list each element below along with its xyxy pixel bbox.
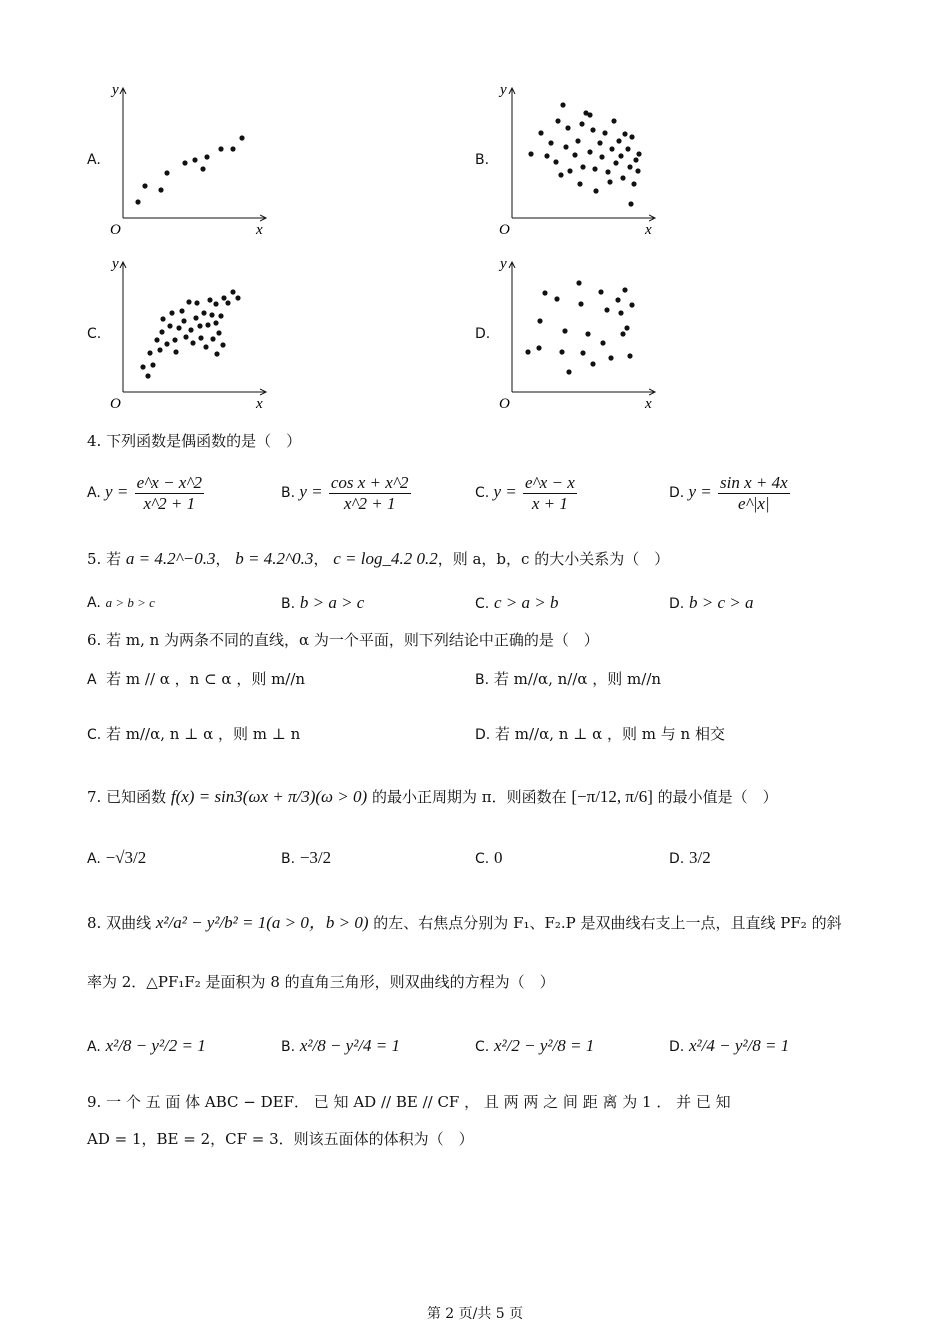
dots-a-dot — [158, 187, 163, 192]
dots-b-dot — [555, 118, 560, 123]
graph-b-points — [528, 102, 641, 206]
q5-option-c-label: C. — [475, 596, 490, 612]
q5-stem: 5. 若 a = 4.2^−0.3， b = 4.2^0.3， c = log_4.2 0.2，则 a，b，c 的大小关系为（ ） — [87, 549, 670, 568]
dots-c-dot — [181, 318, 186, 323]
q4-option-b-lhs: y = — [299, 481, 323, 501]
dots-b-dot — [611, 118, 616, 123]
dots-d-dot — [620, 331, 625, 336]
dots-c-dot — [164, 341, 169, 346]
dots-b-dot — [567, 168, 572, 173]
q5-option-a[interactable] — [87, 593, 155, 611]
dots-a-dot — [218, 146, 223, 151]
q8-option-d-label: D. — [669, 1039, 685, 1055]
dots-d-dot — [622, 287, 627, 292]
dots-c-dot — [207, 297, 212, 302]
q6-option-a-label: A — [87, 672, 97, 688]
q8-stem-line1 — [87, 908, 842, 933]
dots-b-dot — [548, 140, 553, 145]
dots-c-dot — [216, 330, 221, 335]
dots-a-dot — [164, 170, 169, 175]
scatter-plots — [0, 0, 950, 420]
graph-b-label: B. — [475, 152, 490, 168]
dots-b-dot — [616, 138, 621, 143]
dots-a-dot — [239, 135, 244, 140]
q8-option-b-label: B. — [281, 1039, 296, 1055]
q7-stem-prefix: 7. 已知函数 — [87, 788, 167, 806]
dots-b-dot — [597, 140, 602, 145]
graph-c-x: x — [256, 396, 263, 412]
q6-option-b-text: 若 m//α, n//α ，则 m//n — [493, 670, 662, 688]
q4-option-d-label: D. — [669, 484, 685, 501]
dots-b-dot — [580, 164, 585, 169]
dots-b-dot — [563, 144, 568, 149]
q6-option-a-text: 若 m // α ，n ⊂ α ，则 m//n — [106, 670, 306, 688]
dots-b-dot — [622, 131, 627, 136]
q8-option-a-text: x²/8 − y²/2 = 1 — [105, 1036, 206, 1055]
dots-a-dot — [204, 154, 209, 159]
dots-d-dot — [576, 280, 581, 285]
dots-c-dot — [183, 334, 188, 339]
q4-option-a-den: x^2 + 1 — [143, 493, 196, 513]
q7-option-c-label: C. — [475, 851, 490, 867]
q8-option-c[interactable] — [475, 1036, 594, 1056]
q6-option-a[interactable] — [87, 668, 305, 689]
dots-b-dot — [599, 154, 604, 159]
q7-option-a-label: A. — [87, 851, 101, 867]
dots-c-dot — [157, 347, 162, 352]
dots-b-dot — [590, 127, 595, 132]
dots-b-dot — [592, 166, 597, 171]
q4-option-a-num: e^x − x^2 — [136, 473, 203, 492]
dots-c-dot — [213, 320, 218, 325]
graph-d-points — [525, 280, 634, 374]
q4-option-c-lhs: y = — [493, 481, 517, 501]
q5-option-a-text: a > b > c — [105, 595, 155, 610]
q7-option-c[interactable] — [475, 848, 503, 868]
dots-c-dot — [197, 323, 202, 328]
q6-option-d-label: D. — [475, 727, 491, 743]
q4-stem: 4. 下列函数是偶函数的是（ ） — [87, 432, 302, 450]
dots-b-dot — [572, 152, 577, 157]
q9-line2: AD = 1，BE = 2，CF = 3．则该五面体的体积为（ ） — [87, 1130, 474, 1148]
dots-b-dot — [605, 169, 610, 174]
graph-a-y: y — [112, 82, 119, 98]
graph-d-y: y — [500, 256, 507, 272]
graph-d-label: D. — [475, 326, 491, 342]
q4-option-d[interactable] — [669, 473, 792, 513]
dots-d-dot — [542, 290, 547, 295]
dots-c-dot — [198, 335, 203, 340]
dots-d-dot — [624, 325, 629, 330]
dots-d-dot — [566, 369, 571, 374]
q4-option-b-label: B. — [281, 484, 296, 501]
q4-option-b-den: x^2 + 1 — [343, 493, 396, 513]
dots-c-dot — [221, 295, 226, 300]
q5-stem-prefix: 5. 若 — [87, 550, 122, 568]
page-footer: 第 2 页/共 5 页 — [426, 1306, 524, 1322]
q5-option-c[interactable] — [475, 593, 559, 613]
dots-c-dot — [145, 373, 150, 378]
q8-stem-prefix: 8. 双曲线 — [87, 914, 152, 932]
dots-b-dot — [544, 153, 549, 158]
graph-d-axes — [498, 256, 655, 412]
dots-a-dot — [142, 183, 147, 188]
dots-d-dot — [580, 350, 585, 355]
dots-b-dot — [560, 102, 565, 107]
dots-c-dot — [167, 323, 172, 328]
dots-c-dot — [193, 315, 198, 320]
dots-a-dot — [192, 157, 197, 162]
graph-c-points — [140, 289, 240, 378]
dots-d-dot — [536, 345, 541, 350]
q8-stem-line2: 率为 2．△PF₁F₂ 是面积为 8 的直角三角形，则双曲线的方程为（ ） — [87, 973, 555, 991]
graph-c-o: O — [110, 396, 121, 412]
dots-b-dot — [565, 125, 570, 130]
dots-c-dot — [220, 342, 225, 347]
dots-b-dot — [553, 159, 558, 164]
dots-c-dot — [147, 350, 152, 355]
dots-c-dot — [150, 362, 155, 367]
dots-c-dot — [194, 300, 199, 305]
graph-d-x: x — [645, 396, 652, 412]
dots-b-dot — [593, 188, 598, 193]
dots-d-dot — [525, 349, 530, 354]
q4-option-a-lhs: y = — [105, 481, 129, 501]
q4-option-b-num: cos x + x^2 — [330, 473, 409, 492]
q5-stem-suffix: ，则 a，b，c 的大小关系为（ ） — [437, 550, 670, 568]
q5-option-c-text: c > a > b — [494, 593, 559, 612]
dots-a-dot — [200, 166, 205, 171]
q5-b-expr: b = 4.2^0.3 — [235, 549, 314, 568]
dots-d-dot — [600, 340, 605, 345]
q5-option-b-label: B. — [281, 596, 296, 612]
graph-c-y: y — [112, 256, 119, 272]
dots-c-dot — [176, 325, 181, 330]
dots-d-dot — [562, 328, 567, 333]
q7-stem — [87, 786, 778, 807]
q6-option-b-label: B. — [475, 672, 490, 688]
dots-c-dot — [213, 301, 218, 306]
dots-c-dot — [159, 329, 164, 334]
dots-b-dot — [558, 172, 563, 177]
dots-b-dot — [579, 121, 584, 126]
q6-option-d[interactable] — [475, 723, 725, 744]
q6-option-c[interactable] — [87, 723, 300, 744]
dots-c-dot — [186, 299, 191, 304]
graph-d-o: O — [499, 396, 510, 412]
q7-func: f(x) = sin3(ωx + π/3)(ω > 0) — [170, 787, 368, 806]
dots-b-dot — [538, 130, 543, 135]
dots-d-dot — [618, 310, 623, 315]
graph-a-points — [135, 135, 244, 204]
q8-option-c-text: x²/2 − y²/8 = 1 — [494, 1036, 595, 1055]
dots-b-dot — [628, 201, 633, 206]
q9-line1: 9. 一 个 五 面 体 ABC − DEF． 已 知 AD // BE // CF ， 且 两 两 之 间 距 离 为 1 ． 并 已 知 — [87, 1093, 731, 1111]
dots-c-dot — [214, 351, 219, 356]
q6-option-c-text: 若 m//α, n ⊥ α ，则 m ⊥ n — [106, 725, 301, 743]
graph-a-o: O — [110, 222, 121, 238]
dots-c-dot — [201, 310, 206, 315]
q7-option-a-text: −√3/2 — [105, 848, 147, 867]
dots-b-dot — [633, 157, 638, 162]
dots-c-dot — [218, 313, 223, 318]
q7-stem-mid: 的最小正周期为 π．则函数在 — [371, 788, 567, 806]
dots-c-dot — [205, 322, 210, 327]
dots-c-dot — [173, 349, 178, 354]
q5-option-b[interactable] — [281, 593, 364, 613]
dots-d-dot — [598, 289, 603, 294]
q8-option-d-text: x²/4 − y²/8 = 1 — [689, 1036, 790, 1055]
dots-c-dot — [203, 344, 208, 349]
q8-stem-line1-text: 的左、右焦点分别为 F₁、F₂.P 是双曲线右支上一点，且直线 PF₂ 的斜 — [373, 914, 842, 932]
q7-option-b-label: B. — [281, 851, 296, 867]
graph-a-axes — [110, 82, 266, 238]
dots-c-dot — [172, 337, 177, 342]
q8-option-b-text: x²/8 − y²/4 = 1 — [299, 1036, 401, 1055]
q5-option-a-label: A. — [87, 595, 101, 611]
q4-option-c-den: x + 1 — [531, 493, 568, 513]
q8-option-b[interactable] — [281, 1036, 400, 1056]
dots-b-dot — [528, 151, 533, 156]
dots-c-dot — [140, 364, 145, 369]
dots-b-dot — [620, 175, 625, 180]
dots-d-dot — [590, 361, 595, 366]
dots-d-dot — [604, 307, 609, 312]
q7-option-a[interactable] — [87, 848, 146, 868]
graph-b-y: y — [500, 82, 507, 98]
dots-c-dot — [160, 316, 165, 321]
q7-option-d-label: D. — [669, 851, 685, 867]
dots-d-dot — [585, 331, 590, 336]
q4-option-b[interactable] — [281, 473, 413, 513]
dots-b-dot — [613, 160, 618, 165]
dots-c-dot — [225, 300, 230, 305]
q7-interval: [−π/12, π/6] — [571, 787, 653, 806]
dots-c-dot — [179, 308, 184, 313]
q5-a-expr: a = 4.2^−0.3 — [125, 549, 216, 568]
q6-option-d-text: 若 m//α, n ⊥ α ，则 m 与 n 相交 — [495, 725, 725, 743]
q7-option-d[interactable] — [669, 848, 711, 868]
dots-b-dot — [629, 134, 634, 139]
dots-b-dot — [607, 179, 612, 184]
dots-c-dot — [210, 336, 215, 341]
dots-c-dot — [230, 289, 235, 294]
q4-option-d-lhs: y = — [688, 481, 712, 501]
q5-option-d-label: D. — [669, 596, 685, 612]
q6-option-b[interactable] — [475, 668, 661, 689]
dots-d-dot — [559, 349, 564, 354]
graph-c-label: C. — [87, 326, 102, 342]
dots-d-dot — [537, 318, 542, 323]
q4-option-a-label: A. — [87, 484, 101, 501]
dots-d-dot — [615, 297, 620, 302]
q7-option-b-text: −3/2 — [299, 848, 332, 867]
q4-option-a[interactable] — [87, 473, 206, 513]
q4-option-d-den: e^|x| — [738, 493, 770, 513]
graph-b-axes — [498, 82, 655, 238]
dots-d-dot — [608, 355, 613, 360]
q8-equation: x²/a² − y²/b² = 1(a > 0，b > 0) — [155, 913, 369, 932]
dots-b-dot — [609, 146, 614, 151]
dots-b-dot — [587, 149, 592, 154]
dots-a-dot — [230, 146, 235, 151]
dots-b-dot — [625, 146, 630, 151]
dots-b-dot — [627, 164, 632, 169]
dots-c-dot — [188, 327, 193, 332]
q8-option-a[interactable] — [87, 1036, 206, 1056]
dots-b-dot — [577, 181, 582, 186]
q6-stem: 6. 若 m, n 为两条不同的直线，α 为一个平面，则下列结论中正确的是（ ） — [87, 631, 599, 649]
dots-c-dot — [209, 312, 214, 317]
graph-a-label: A. — [87, 152, 101, 168]
q5-option-d[interactable] — [669, 593, 754, 613]
q4-option-c-num: e^x − x — [525, 473, 575, 492]
dots-c-dot — [169, 310, 174, 315]
q4-option-d-num: sin x + 4x — [720, 473, 788, 492]
dots-b-dot — [575, 138, 580, 143]
dots-c-dot — [235, 295, 240, 300]
q6-option-c-label: C. — [87, 727, 102, 743]
dots-b-dot — [631, 181, 636, 186]
dots-c-dot — [190, 340, 195, 345]
q8-option-c-label: C. — [475, 1039, 490, 1055]
dots-d-dot — [578, 301, 583, 306]
dots-c-dot — [154, 337, 159, 342]
dots-b-dot — [587, 112, 592, 117]
q7-option-d-text: 3/2 — [689, 848, 711, 867]
q8-option-a-label: A. — [87, 1039, 101, 1055]
dots-a-dot — [135, 199, 140, 204]
q5-option-b-text: b > a > c — [299, 593, 365, 612]
q5-c-expr: c = log_4.2 0.2 — [333, 549, 438, 568]
dots-d-dot — [629, 302, 634, 307]
q7-option-c-text: 0 — [494, 848, 503, 867]
q5-option-d-text: b > c > a — [689, 593, 754, 612]
graph-c-axes — [110, 256, 266, 412]
q8-option-d[interactable] — [669, 1036, 789, 1056]
q4-option-c-label: C. — [475, 484, 490, 501]
dots-b-dot — [602, 130, 607, 135]
graph-b-x: x — [645, 222, 652, 238]
graph-b-o: O — [499, 222, 510, 238]
dots-a-dot — [182, 160, 187, 165]
q7-option-b[interactable] — [281, 848, 331, 868]
dots-b-dot — [636, 151, 641, 156]
dots-b-dot — [635, 168, 640, 173]
graph-a-x: x — [256, 222, 263, 238]
dots-d-dot — [554, 296, 559, 301]
q4-option-c[interactable] — [475, 473, 579, 513]
q7-stem-suffix: 的最小值是（ ） — [657, 788, 778, 806]
dots-b-dot — [618, 153, 623, 158]
dots-d-dot — [627, 353, 632, 358]
